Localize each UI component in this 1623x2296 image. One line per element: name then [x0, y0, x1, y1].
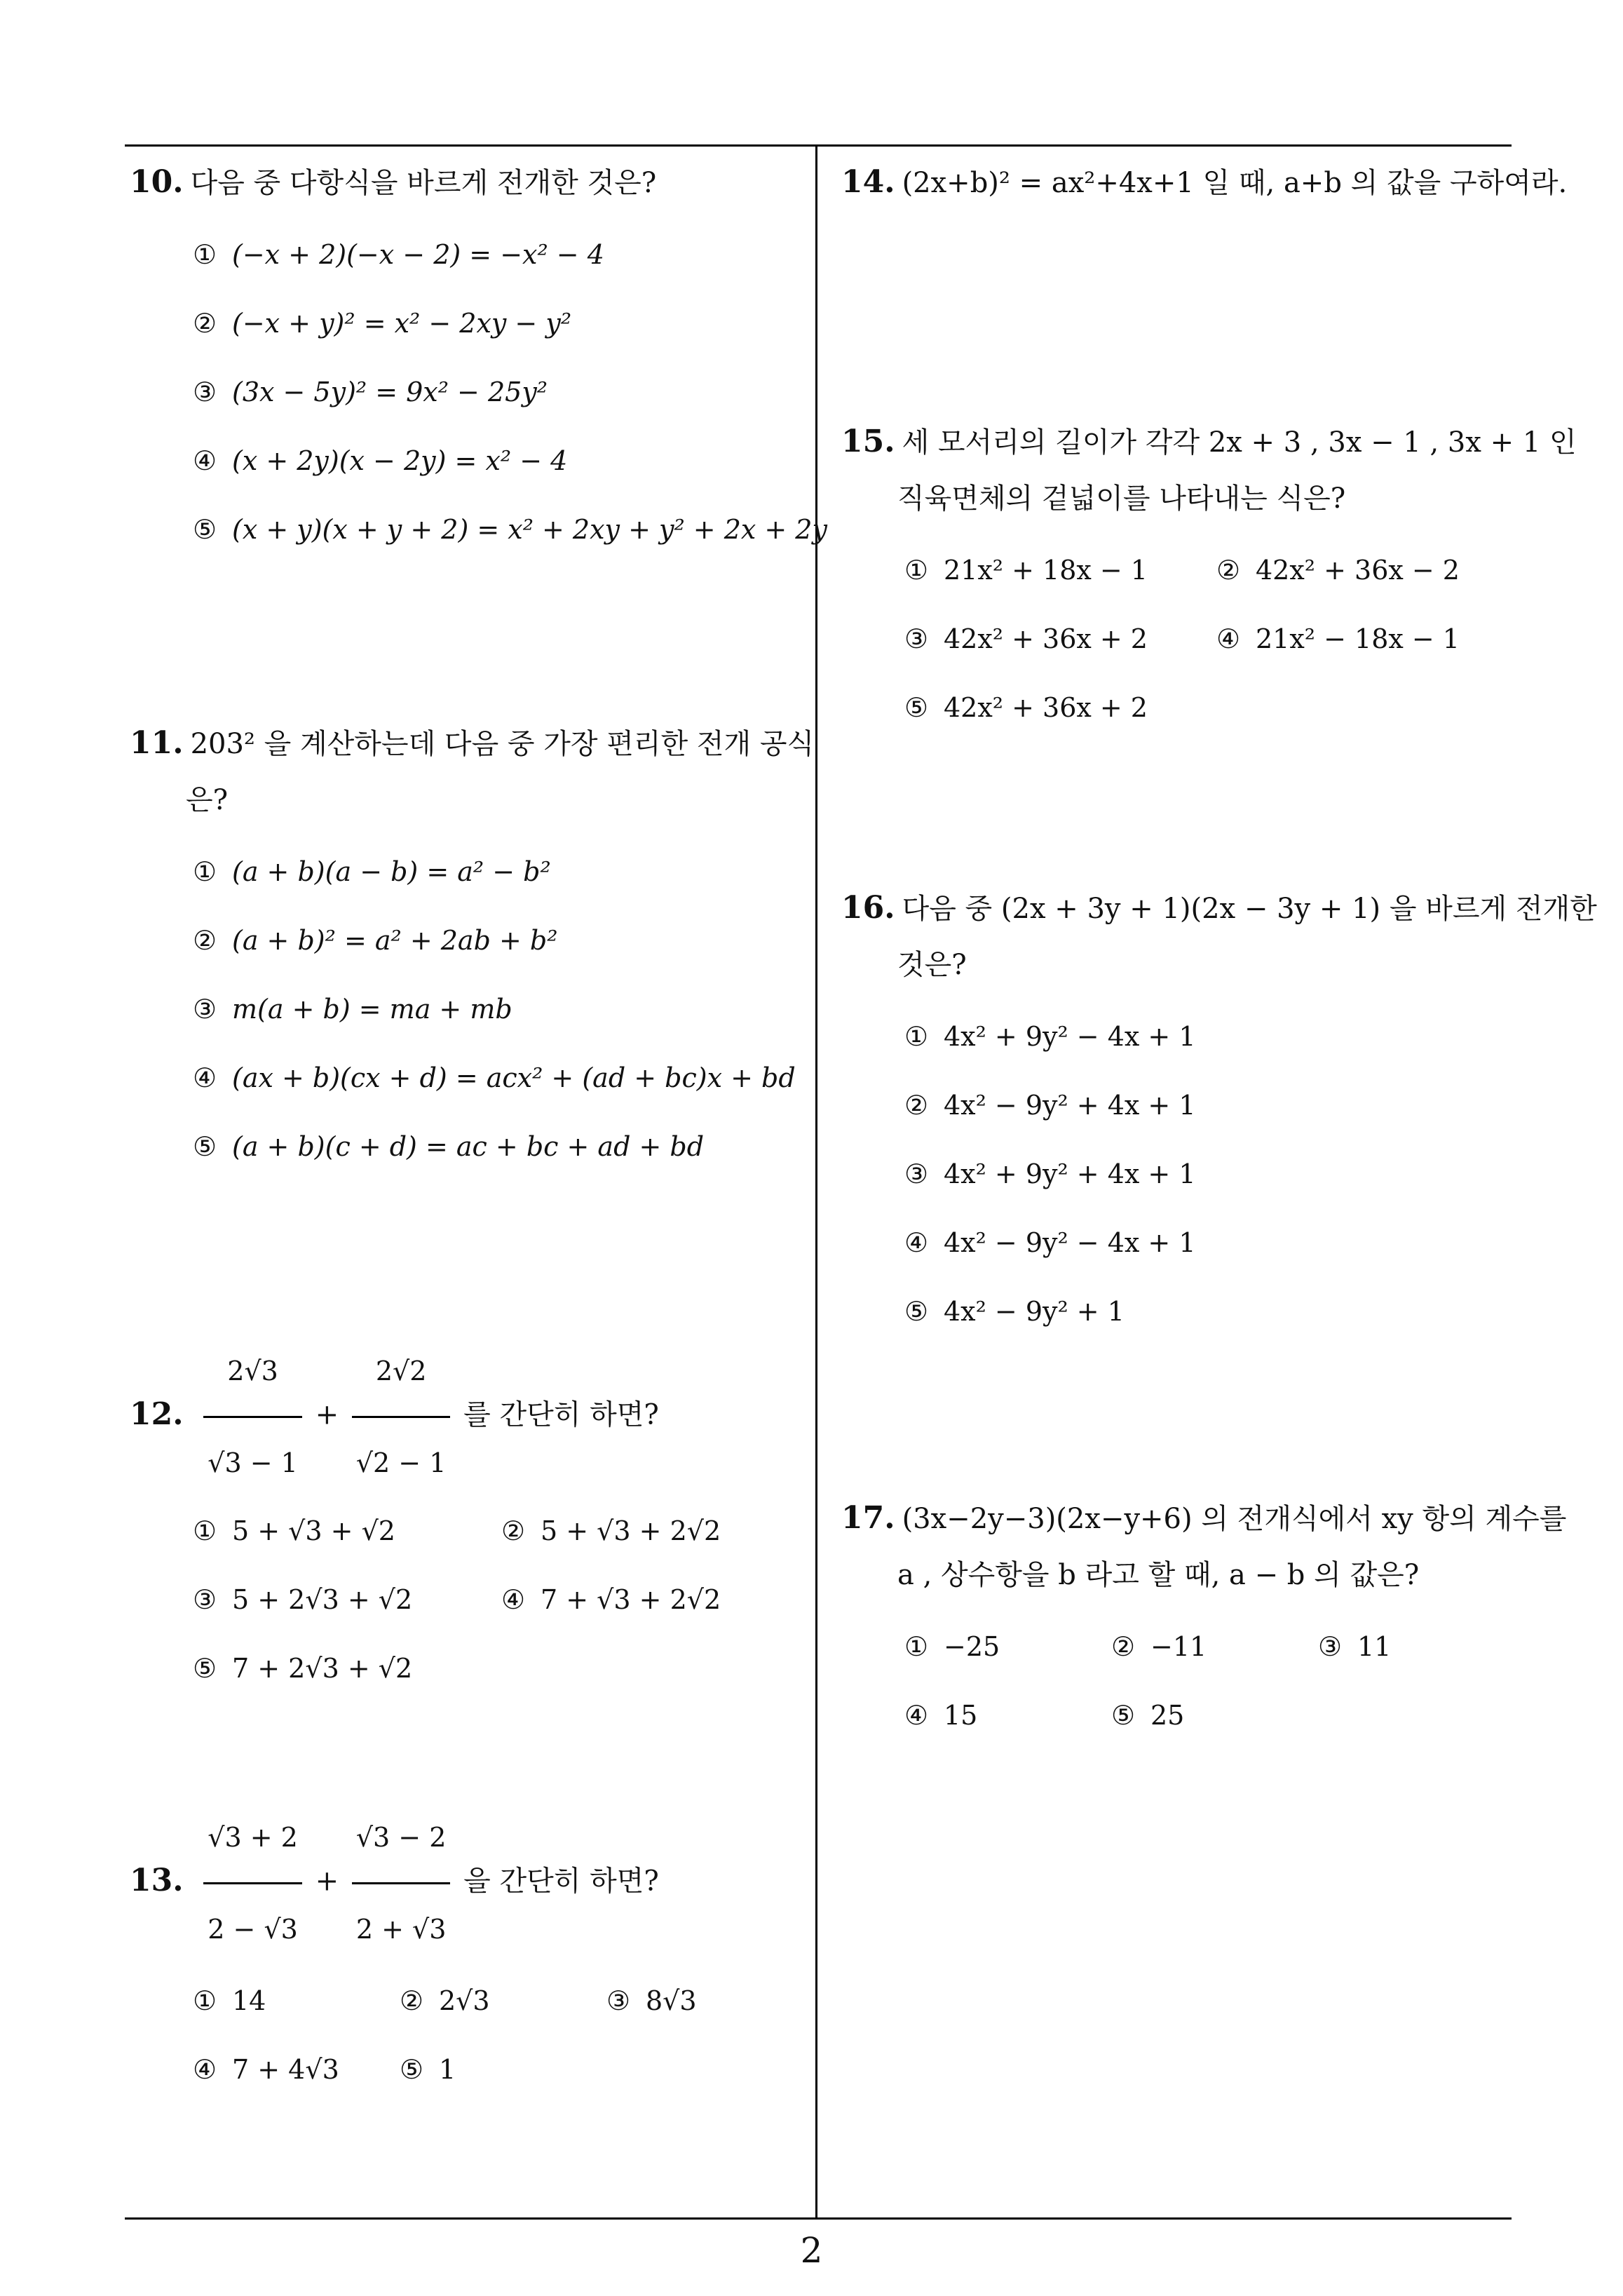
problem-16: [841, 880, 1597, 1327]
choice-3[interactable]: [904, 623, 1148, 654]
choice-text: (a + b)(a − b) = a² − b²: [232, 856, 551, 887]
choice-3[interactable]: [193, 994, 512, 1025]
problem-text: 다음 중 다항식을 바르게 전개한 것은?: [190, 167, 657, 199]
choice-5[interactable]: [400, 2054, 456, 2085]
choice-mark: ⑤: [1111, 1700, 1136, 1731]
choice-text: 1: [439, 2054, 456, 2085]
choice-4[interactable]: [193, 445, 567, 476]
problem-text-cont: a , 상수항을 b 라고 할 때, a − b 의 값은?: [897, 1559, 1420, 1591]
choice-text: (3x − 5y)² = 9x² − 25y²: [232, 377, 548, 407]
choice-mark: ⑤: [193, 1131, 217, 1162]
choice-4[interactable]: [904, 1227, 1196, 1258]
problem-text: (3x−2y−3)(2x−y+6) 의 전개식에서 xy 항의 계수를: [902, 1503, 1567, 1535]
choice-mark: ①: [904, 1631, 929, 1662]
problem-number: 14.: [841, 164, 895, 200]
choice-2[interactable]: [904, 1090, 1196, 1121]
choice-text: 42x² + 36x − 2: [1256, 555, 1460, 586]
choice-mark: ③: [193, 994, 217, 1025]
choice-5[interactable]: [904, 1296, 1125, 1327]
choice-2[interactable]: [1111, 1631, 1207, 1662]
choice-mark: ①: [193, 239, 217, 270]
choice-mark: ④: [193, 445, 217, 476]
choice-2[interactable]: [400, 1985, 490, 2016]
choice-mark: ⑤: [904, 692, 929, 723]
denominator: 2 − √3: [203, 1882, 302, 1971]
problem-text-cont: 것은?: [897, 949, 967, 981]
problem-text: 을 간단히 하면?: [463, 1865, 659, 1898]
bottom-rule: [125, 2217, 1512, 2220]
choice-mark: ⑤: [193, 1653, 217, 1684]
choice-text: −11: [1150, 1631, 1207, 1662]
problem-17: [841, 1490, 1567, 1731]
choice-mark: ④: [193, 2054, 217, 2085]
choice-text: 11: [1357, 1631, 1392, 1662]
problem-text: 세 모서리의 길이가 각각 2x + 3 , 3x − 1 , 3x + 1 인: [902, 426, 1577, 459]
page-number: 2: [800, 2230, 823, 2271]
choice-text: 7 + 4√3: [232, 2054, 339, 2085]
choice-text: (a + b)(c + d) = ac + bc + ad + bd: [232, 1131, 705, 1162]
choice-text: 42x² + 36x + 2: [944, 623, 1148, 654]
denominator: √2 − 1: [352, 1416, 451, 1505]
choice-3[interactable]: [1318, 1631, 1391, 1662]
choice-3[interactable]: [193, 1584, 412, 1615]
choice-text: 7 + √3 + 2√2: [541, 1584, 721, 1615]
choice-5[interactable]: [904, 692, 1148, 723]
denominator: 2 + √3: [352, 1882, 451, 1971]
denominator: √3 − 1: [203, 1416, 302, 1505]
top-rule: [125, 144, 1512, 147]
choice-text: 2√3: [439, 1985, 490, 2016]
problem-number: 12.: [130, 1396, 184, 1432]
problem-text: 203² 을 계산하는데 다음 중 가장 편리한 전개 공식: [190, 728, 815, 760]
choice-text: 15: [944, 1700, 978, 1731]
choice-text: m(a + b) = ma + mb: [232, 994, 512, 1025]
choice-mark: ⑤: [193, 514, 217, 545]
choice-mark: ⑤: [904, 1296, 929, 1327]
choice-4[interactable]: [193, 2054, 339, 2085]
problem-13: [130, 1795, 697, 2085]
choice-mark: ②: [1111, 1631, 1136, 1662]
choice-text: 25: [1150, 1700, 1185, 1731]
numerator: √3 − 2: [355, 1822, 447, 1853]
choice-text: 5 + 2√3 + √2: [232, 1584, 413, 1615]
choice-text: (−x + 2)(−x − 2) = −x² − 4: [232, 239, 604, 270]
choice-mark: ①: [193, 856, 217, 887]
choice-text: 21x² + 18x − 1: [944, 555, 1148, 586]
problem-text-cont: 은?: [186, 784, 229, 816]
choice-5[interactable]: [193, 1653, 412, 1684]
choice-5[interactable]: [1111, 1700, 1184, 1731]
problem-number: 17.: [841, 1500, 895, 1536]
choice-5[interactable]: [193, 1131, 704, 1162]
numerator: √3 + 2: [208, 1822, 298, 1853]
choice-1[interactable]: [904, 1021, 1196, 1052]
problem-10: [130, 154, 827, 545]
choice-text: 5 + √3 + 2√2: [541, 1515, 721, 1546]
choice-2[interactable]: [1216, 555, 1460, 586]
choice-1[interactable]: [193, 1985, 266, 2016]
choice-2[interactable]: [193, 925, 557, 956]
choice-mark: ③: [193, 1584, 217, 1615]
choice-text: 4x² − 9y² + 4x + 1: [944, 1090, 1196, 1121]
choice-2[interactable]: [501, 1515, 721, 1546]
choice-4[interactable]: [904, 1700, 977, 1731]
problem-text: 다음 중 (2x + 3y + 1)(2x − 3y + 1) 을 바르게 전개한: [902, 893, 1597, 925]
choice-3[interactable]: [904, 1159, 1196, 1189]
problem-number: 11.: [130, 725, 184, 761]
problem-text: (2x+b)² = ax²+4x+1 일 때, a+b 의 값을 구하여라.: [902, 167, 1568, 199]
choice-mark: ④: [501, 1584, 526, 1615]
choice-text: 4x² − 9y² − 4x + 1: [944, 1227, 1196, 1258]
fraction-2: [352, 1795, 451, 1971]
choice-text: 4x² − 9y² + 1: [944, 1296, 1125, 1327]
choice-1[interactable]: [193, 239, 604, 270]
fraction-1: [203, 1329, 302, 1505]
choice-mark: ④: [904, 1700, 929, 1731]
problem-11: [130, 715, 815, 1162]
problem-number: 15.: [841, 424, 895, 459]
fraction-1: [203, 1795, 302, 1971]
choice-4[interactable]: [1216, 623, 1460, 654]
choice-text: (x + 2y)(x − 2y) = x² − 4: [232, 445, 568, 476]
choice-4[interactable]: [501, 1584, 721, 1615]
choice-3[interactable]: [193, 377, 548, 407]
problem-15: [841, 414, 1577, 723]
choice-text: 21x² − 18x − 1: [1256, 623, 1460, 654]
choice-mark: ③: [1318, 1631, 1343, 1662]
choice-mark: ②: [193, 308, 217, 339]
choice-2[interactable]: [193, 308, 571, 339]
choice-mark: ①: [904, 555, 929, 586]
choice-text: 7 + 2√3 + √2: [232, 1653, 413, 1684]
choice-mark: ②: [904, 1090, 929, 1121]
choice-text: (ax + b)(cx + d) = acx² + (ad + bc)x + bd: [232, 1062, 796, 1093]
problem-number: 13.: [130, 1862, 184, 1898]
plus-sign: +: [315, 1398, 339, 1431]
choice-text: (a + b)² = a² + 2ab + b²: [232, 925, 558, 956]
problem-text: 를 간단히 하면?: [463, 1398, 659, 1431]
problem-14: [841, 154, 1567, 211]
choice-mark: ④: [1216, 623, 1241, 654]
plus-sign: +: [315, 1865, 339, 1898]
choice-mark: ②: [501, 1515, 526, 1546]
choice-mark: ②: [400, 1985, 424, 2016]
choice-mark: ④: [904, 1227, 929, 1258]
column-divider: [815, 144, 817, 2219]
choice-1[interactable]: [904, 1631, 1000, 1662]
choice-1[interactable]: [193, 1515, 395, 1546]
choice-text: 8√3: [646, 1985, 697, 2016]
problem-text-cont: 직육면체의 겉넓이를 나타내는 식은?: [897, 482, 1346, 515]
choice-text: 14: [232, 1985, 266, 2016]
choice-text: 42x² + 36x + 2: [944, 692, 1148, 723]
choice-text: −25: [944, 1631, 1000, 1662]
choice-mark: ①: [904, 1021, 929, 1052]
choice-1[interactable]: [904, 555, 1148, 586]
choice-mark: ②: [193, 925, 217, 956]
choice-text: 5 + √3 + √2: [232, 1515, 395, 1546]
choice-text: 4x² + 9y² + 4x + 1: [944, 1159, 1196, 1189]
choice-mark: ③: [904, 1159, 929, 1189]
choice-5[interactable]: [193, 514, 827, 545]
choice-text: (x + y)(x + y + 2) = x² + 2xy + y² + 2x + 2y: [232, 514, 827, 545]
choice-1[interactable]: [193, 856, 551, 887]
choice-mark: ③: [606, 1985, 631, 2016]
choice-mark: ④: [193, 1062, 217, 1093]
choice-mark: ⑤: [400, 2054, 424, 2085]
choice-mark: ③: [193, 377, 217, 407]
choice-3[interactable]: [606, 1985, 697, 2016]
choice-mark: ①: [193, 1515, 217, 1546]
fraction-2: [352, 1329, 451, 1505]
numerator: 2√2: [375, 1356, 427, 1386]
problem-12: [130, 1329, 721, 1684]
choice-mark: ③: [904, 623, 929, 654]
numerator: 2√3: [227, 1356, 278, 1386]
choice-mark: ②: [1216, 555, 1241, 586]
problem-number: 10.: [130, 164, 184, 200]
choice-text: (−x + y)² = x² − 2xy − y²: [232, 308, 572, 339]
problem-number: 16.: [841, 890, 895, 926]
choice-text: 4x² + 9y² − 4x + 1: [944, 1021, 1196, 1052]
choice-mark: ①: [193, 1985, 217, 2016]
choice-4[interactable]: [193, 1062, 796, 1093]
